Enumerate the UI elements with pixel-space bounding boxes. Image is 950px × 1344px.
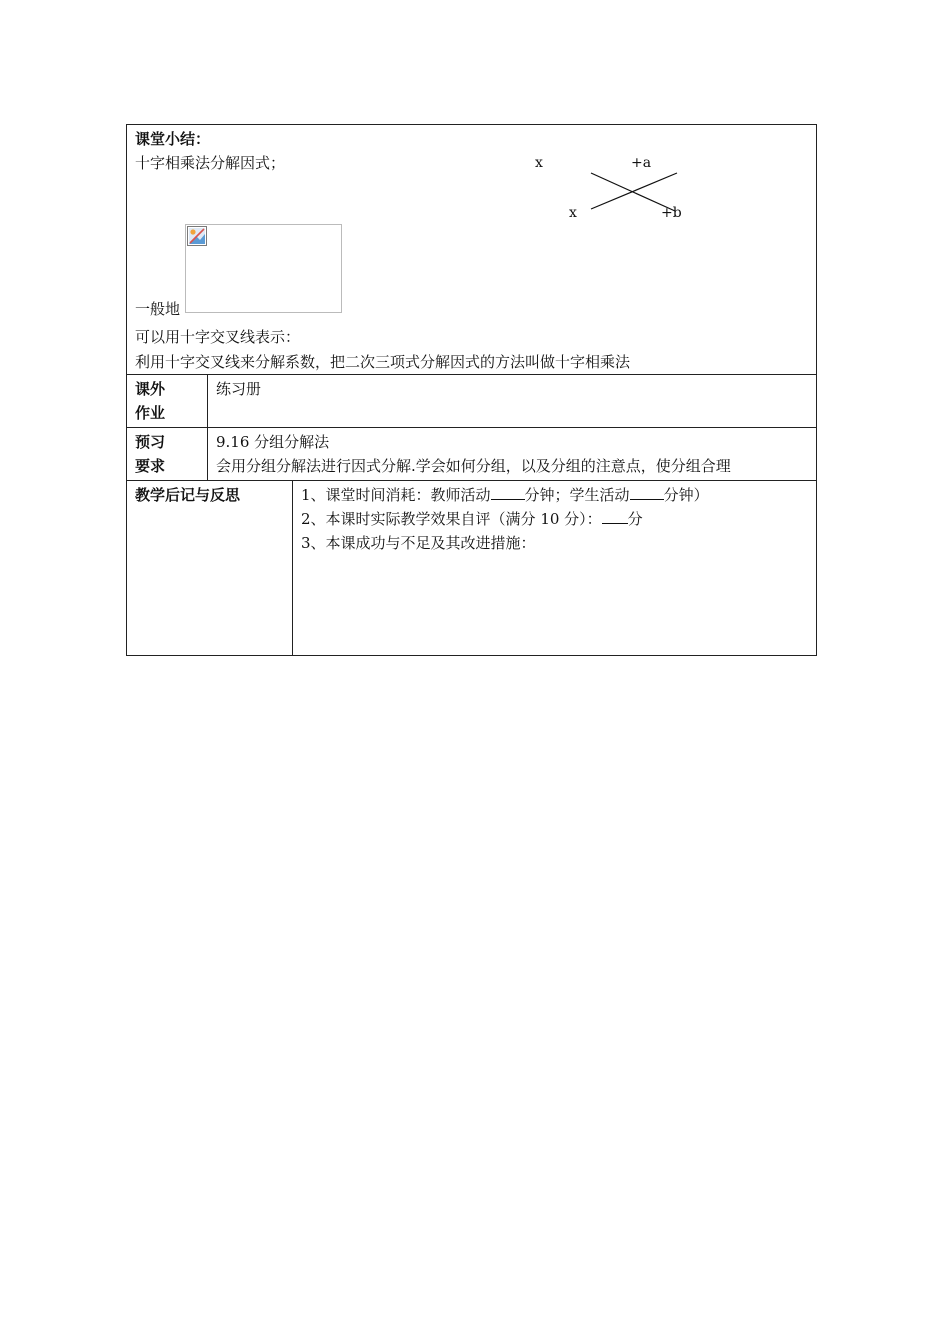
reflection-item-1: 1、课堂时间消耗：教师活动 分钟；学生活动 分钟） [301, 483, 808, 507]
lesson-table [126, 124, 817, 656]
diagram-top-right: +a [631, 155, 652, 171]
missing-image [185, 224, 342, 313]
preview-line-2: 会用分组分解法进行因式分解.学会如何分组，以及分组的注意点，使分组合理 [216, 457, 731, 475]
preview-label [127, 428, 208, 481]
preview-row [127, 428, 817, 481]
preview-label-1: 预习 [135, 433, 166, 451]
reflection-label [127, 481, 293, 656]
preview-line-1: 9.16 分组分解法 [216, 433, 330, 451]
summary-cell [127, 125, 817, 375]
homework-label-2: 作业 [135, 404, 166, 422]
reflection-label-text: 教学后记与反思 [135, 486, 241, 504]
reflection-content [293, 481, 817, 656]
cross-method-text: 十字相乘法分解因式； [135, 154, 286, 172]
homework-content [208, 375, 817, 428]
score-blank [602, 507, 628, 524]
homework-label-1: 课外 [135, 380, 166, 398]
preview-content [208, 428, 817, 481]
student-time-blank [630, 483, 664, 500]
cross-line-text: 可以用十字交叉线表示： [135, 328, 301, 346]
diagram-bottom-left: x [569, 205, 577, 221]
diagram-top-left: x [535, 155, 543, 171]
reflection-item-3: 3、本课成功与不足及其改进措施： [301, 534, 536, 552]
homework-row [127, 375, 817, 428]
summary-heading: 课堂小结： [135, 130, 211, 148]
summary-row [127, 125, 817, 375]
homework-text: 练习册 [216, 380, 262, 398]
reflection-row [127, 481, 817, 656]
diagram-bottom-right: +b [661, 205, 682, 221]
reflection-item-2: 2、本课时实际教学效果自评（满分 10 分）： 分 [301, 507, 808, 531]
homework-label [127, 375, 208, 428]
general-text: 一般地 [135, 300, 181, 318]
teacher-time-blank [491, 483, 525, 500]
preview-label-2: 要求 [135, 457, 166, 475]
broken-image-icon [187, 226, 207, 246]
definition-text: 利用十字交叉线来分解系数，把二次三项式分解因式的方法叫做十字相乘法 [135, 353, 631, 371]
cross-diagram [535, 151, 695, 221]
